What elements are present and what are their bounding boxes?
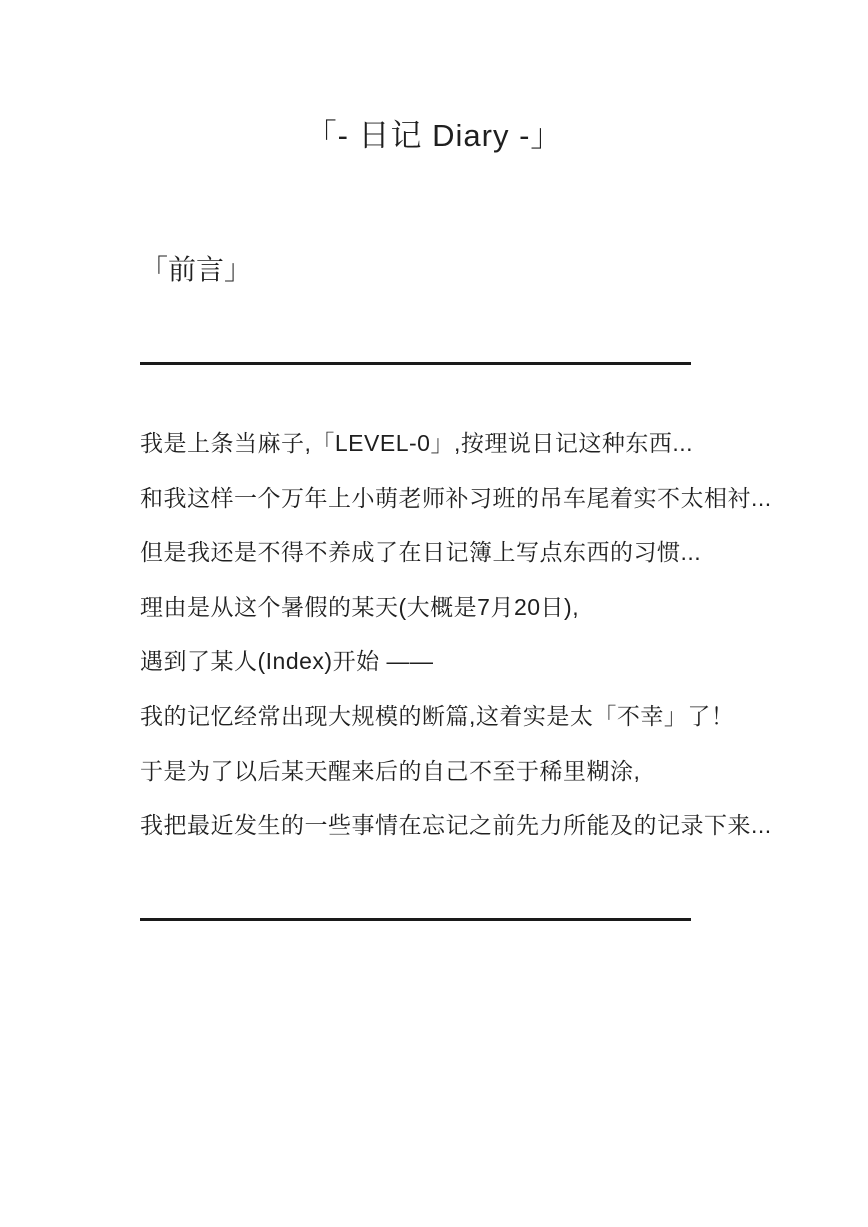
section-header: 「前言」 — [140, 254, 253, 285]
paragraph: 遇到了某人(Index)开始 —— — [140, 648, 434, 675]
bottom-divider — [140, 918, 691, 921]
paragraph: 于是为了以后某天醒来后的自己不至于稀里糊涂, — [140, 757, 641, 784]
body-text — [140, 416, 850, 853]
paragraph: 和我这样一个万年上小萌老师补习班的吊车尾着实不太相衬... — [140, 484, 772, 511]
paragraph: 理由是从这个暑假的某天(大概是7月20日), — [140, 593, 580, 620]
paragraph: 但是我还是不得不养成了在日记簿上写点东西的习惯... — [140, 539, 702, 566]
paragraph: 我是上条当麻子,「LEVEL-0」,按理说日记这种东西... — [140, 430, 694, 456]
page-title: 「- 日记 Diary -」 — [305, 118, 563, 153]
paragraph: 我的记忆经常出现大规模的断篇,这着实是太「不幸」了！ — [140, 702, 735, 729]
top-divider — [140, 362, 691, 365]
paragraph: 我把最近发生的一些事情在忘记之前先力所能及的记录下来... — [140, 812, 772, 839]
